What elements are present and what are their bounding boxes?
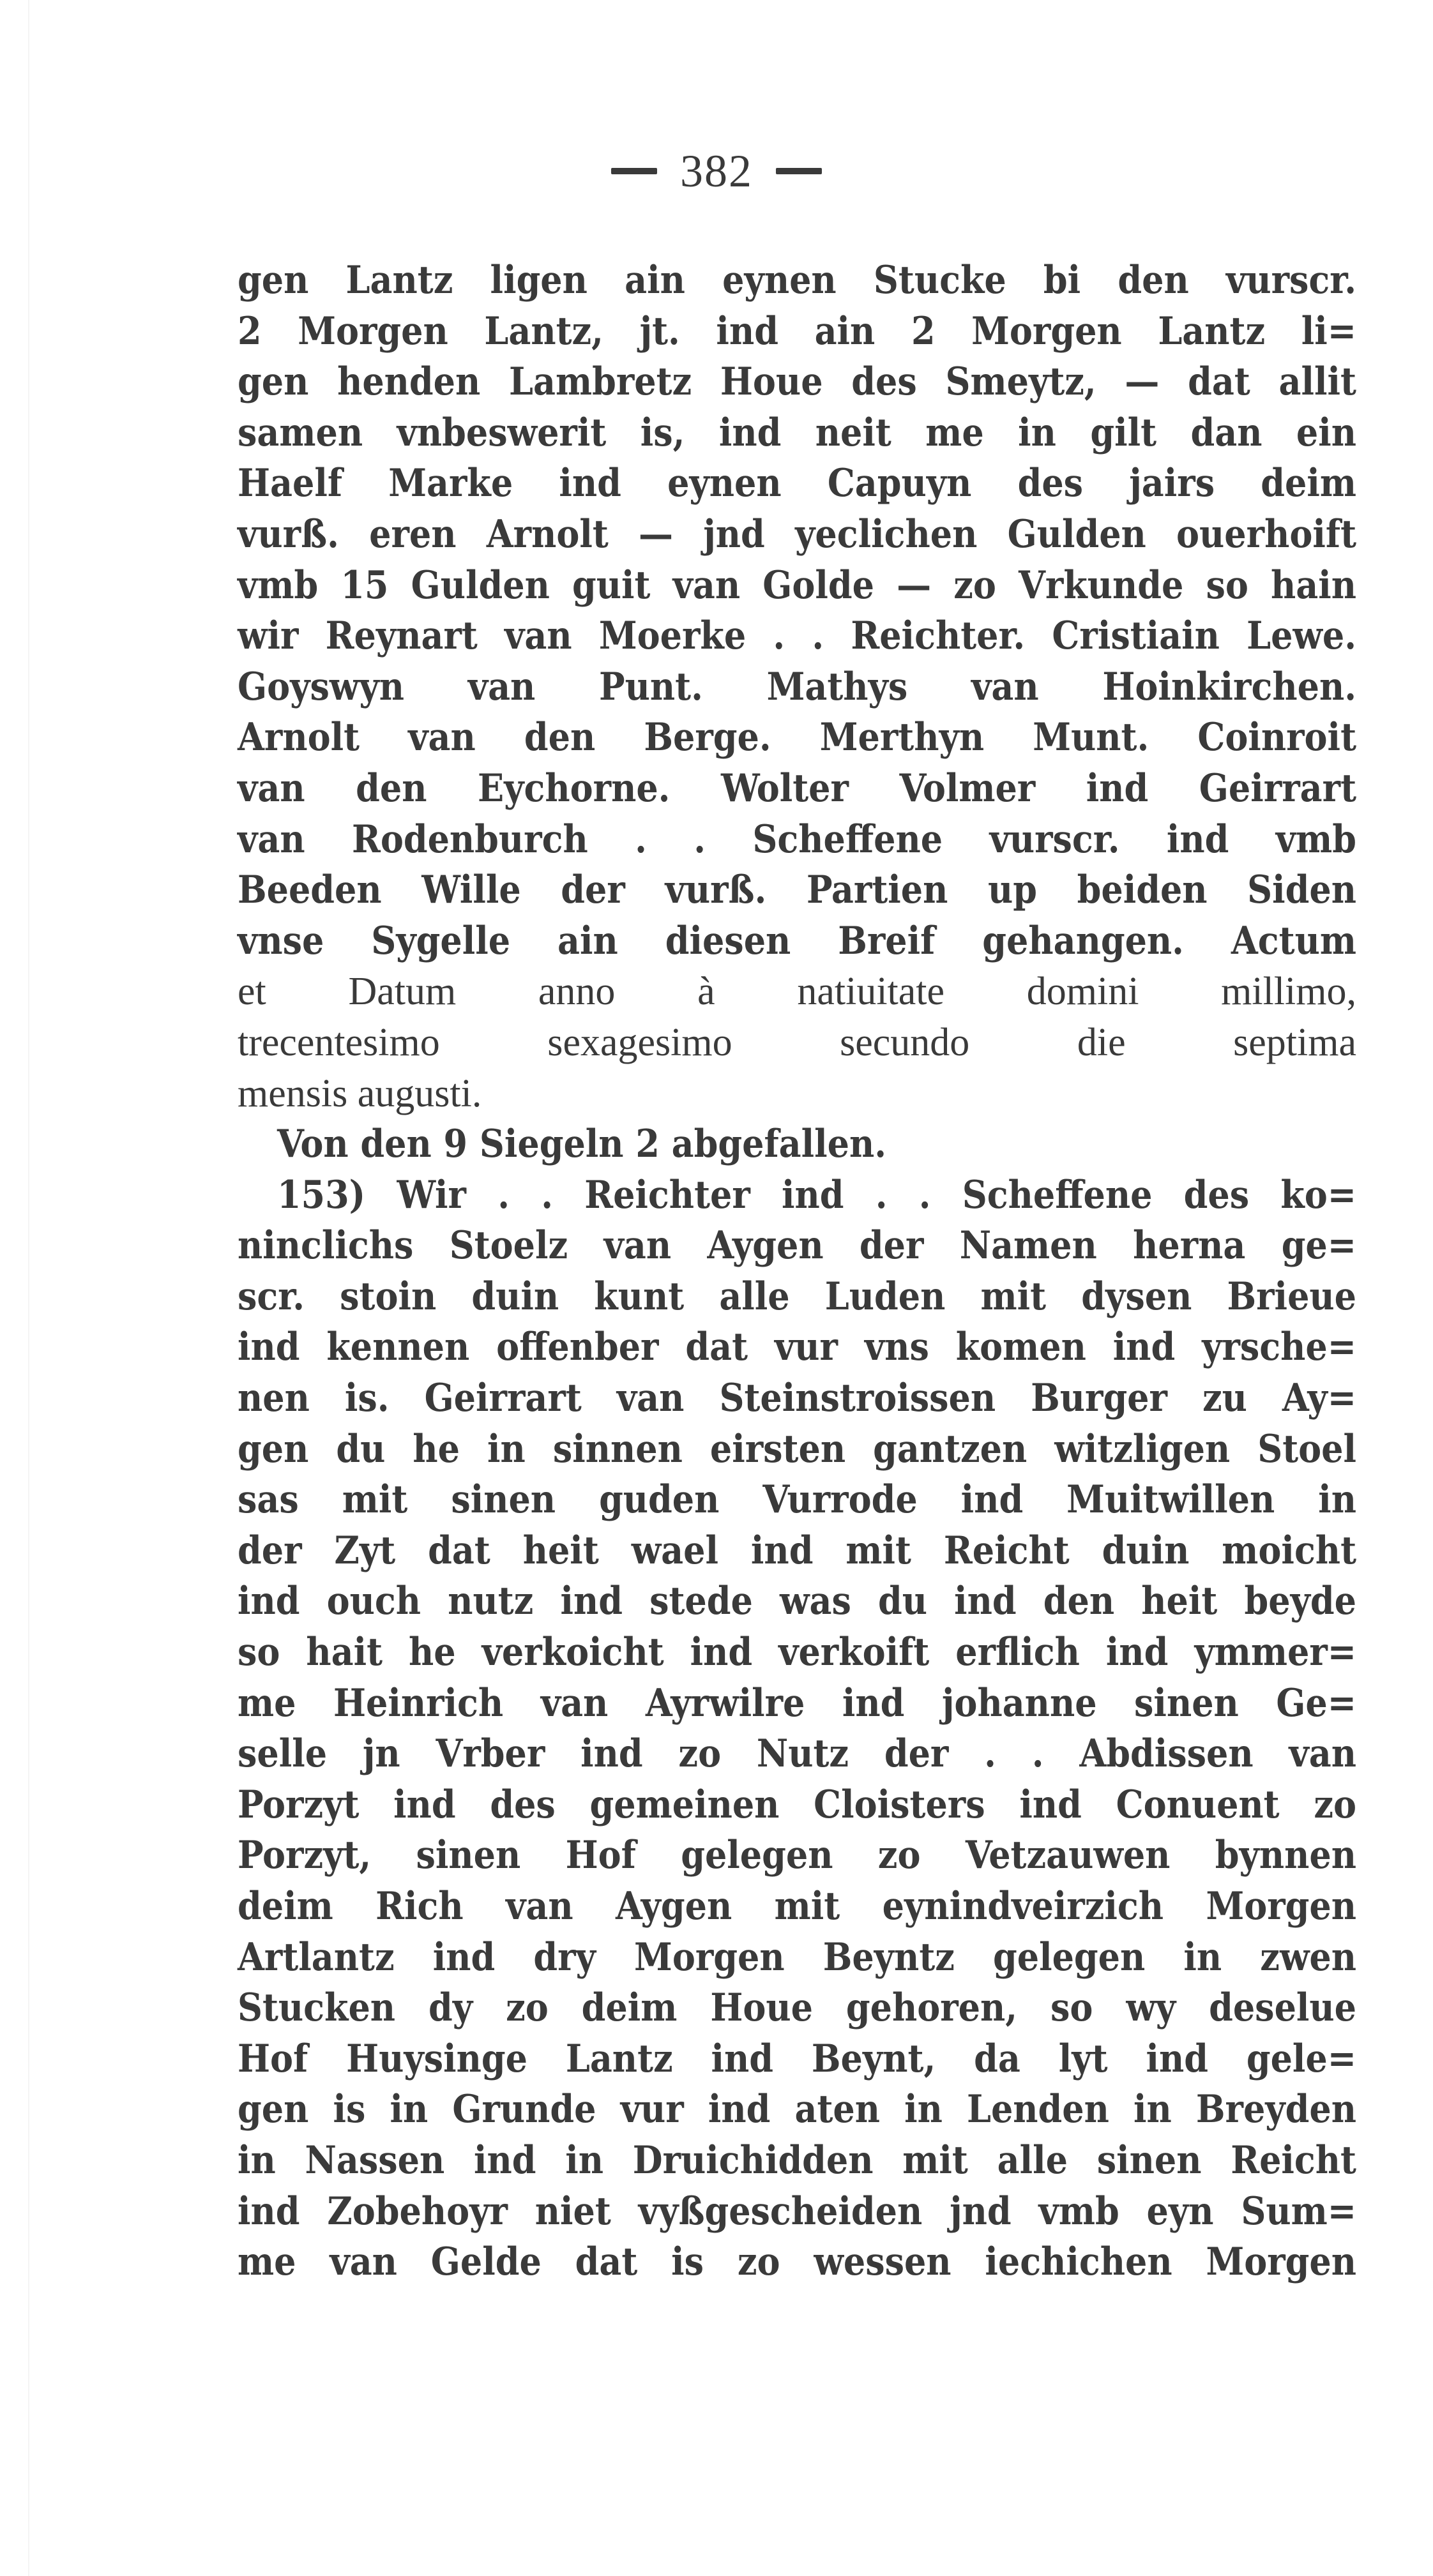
text-line: Arnolt van den Berge. Merthyn Munt. Coinroit <box>238 715 1356 760</box>
text-line: 2 Morgen Lantz, jt. ind ain 2 Morgen Lantz li= <box>238 308 1356 354</box>
text-line: in Nassen ind in Druichidden mit alle sinen Reicht <box>238 2137 1356 2183</box>
seal-note: Von den 9 Siegeln 2 abgefallen. <box>277 1122 887 1167</box>
text-line: gen henden Lambretz Houe des Smeytz, — dat allit <box>238 359 1356 405</box>
text-line: der Zyt dat heit wael ind mit Reicht duin moicht <box>238 1528 1356 1573</box>
text-line: ind ouch nutz ind stede was du ind den heit beyde <box>238 1579 1356 1624</box>
text-line: vnse Sygelle ain diesen Breif gehangen. Actum <box>238 918 1356 963</box>
text-line: Beeden Wille der vurß. Partien up beiden Siden <box>238 868 1356 913</box>
text-line: vmb 15 Gulden guit van Golde — zo Vrkunde so hain <box>238 562 1356 608</box>
latin-text-line: trecentesimo sexagesimo secundo die septima <box>238 1020 1356 1064</box>
text-line: samen vnbeswerit is, ind neit me in gilt dan ein <box>238 410 1356 455</box>
text-line: Goyswyn van Punt. Mathys van Hoinkirchen. <box>238 664 1356 709</box>
text-line: gen is in Grunde vur ind aten in Lenden in Breyden <box>238 2087 1356 2132</box>
page-edge-shadow <box>28 0 29 2576</box>
text-line: ind Zobehoyr niet vyßgescheiden jnd vmb eyn Sum= <box>238 2188 1356 2234</box>
text-line: me van Gelde dat is zo wessen iechichen Morgen <box>238 2240 1356 2285</box>
text-line: van Rodenburch . . Scheffene vurscr. ind vmb <box>238 817 1356 862</box>
text-line: nen is. Geirrart van Steinstroissen Burger zu Ay= <box>238 1376 1356 1421</box>
text-line: wir Reynart van Moerke . . Reichter. Cristiain Lewe. <box>238 614 1356 659</box>
document-153-start: 153) Wir . . Reichter ind . . Scheffene des ko= <box>277 1172 1356 1217</box>
text-line: deim Rich van Aygen mit eynindveirzich Morgen <box>238 1884 1356 1929</box>
text-line: van den Eychorne. Wolter Volmer ind Geirrart <box>238 765 1356 811</box>
latin-text-line: mensis augusti. <box>238 1071 482 1115</box>
page-header <box>0 146 1433 197</box>
text-line: selle jn Vrber ind zo Nutz der . . Abdissen van <box>238 1731 1356 1777</box>
text-line: Porzyt, sinen Hof gelegen zo Vetzauwen bynnen <box>238 1833 1356 1878</box>
text-line: Artlantz ind dry Morgen Beyntz gelegen in zwen <box>238 1934 1356 1980</box>
text-line: ind kennen offenber dat vur vns komen ind yrsche= <box>238 1325 1356 1370</box>
text-line: me Heinrich van Ayrwilre ind johanne sinen Ge= <box>238 1680 1356 1726</box>
text-line: Porzyt ind des gemeinen Cloisters ind Conuent zo <box>238 1782 1356 1827</box>
right-dash-ornament <box>776 168 822 174</box>
text-line: ninclichs Stoelz van Aygen der Namen herna ge= <box>238 1223 1356 1269</box>
text-line: scr. stoin duin kunt alle Luden mit dysen Brieue <box>238 1274 1356 1319</box>
page-number: 382 <box>680 146 753 197</box>
text-line: gen Lantz ligen ain eynen Stucke bi den vurscr. <box>238 258 1356 303</box>
text-line: Hof Huysinge Lantz ind Beynt, da lyt ind gele= <box>238 2036 1356 2081</box>
text-line: vurß. eren Arnolt — jnd yeclichen Gulden ouerhoift <box>238 511 1356 557</box>
left-dash-ornament <box>611 168 657 174</box>
text-line: Stucken dy zo deim Houe gehoren, so wy deselue <box>238 1985 1356 2031</box>
text-line: gen du he in sinnen eirsten gantzen witzligen Stoel <box>238 1426 1356 1472</box>
latin-text-line: et Datum anno à natiuitate domini millimo, <box>238 970 1356 1014</box>
body-text <box>238 255 1356 2288</box>
text-line: Haelf Marke ind eynen Capuyn des jairs deim <box>238 461 1356 506</box>
text-line: sas mit sinen guden Vurrode ind Muitwillen in <box>238 1477 1356 1523</box>
text-line: so hait he verkoicht ind verkoift erflich ind ymmer= <box>238 1630 1356 1675</box>
